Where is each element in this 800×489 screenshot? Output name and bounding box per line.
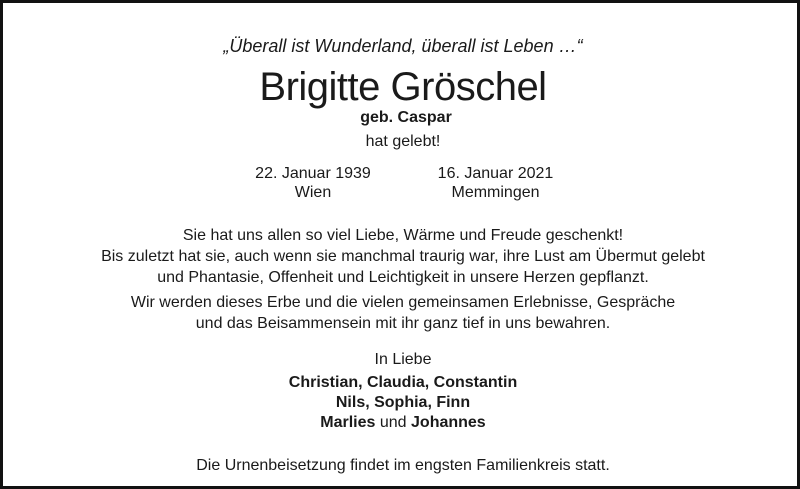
death-place: Memmingen (451, 184, 540, 201)
quote: „Überall ist Wunderland, überall ist Leben …“ (223, 36, 583, 56)
birth-info (243, 164, 383, 202)
family-line-2: Nils, Sophia, Finn (335, 394, 471, 411)
family-name-marlies: Marlies (320, 414, 376, 431)
family-and: und (375, 414, 412, 431)
in-love-label: In Liebe (374, 351, 432, 368)
text-line: und Phantasie, Offenheit und Leichtigkeit in unsere Herzen gepflanzt. (157, 269, 649, 286)
deceased-name: Brigitte Gröschel (259, 65, 547, 109)
maiden-name: geb. Caspar (360, 109, 452, 126)
text-line: Bis zuletzt hat sie, auch wenn sie manchmal traurig war, ihre Lust am Übermut gelebt (101, 248, 705, 265)
text-line: Wir werden dieses Erbe und die vielen gemeinsamen Erlebnisse, Gespräche (130, 294, 676, 311)
life-dates (3, 164, 800, 204)
birth-place: Wien (294, 184, 332, 201)
family-line-3 (3, 413, 800, 433)
death-info (423, 164, 568, 202)
birth-date: 22. Januar 1939 (255, 165, 371, 182)
death-date: 16. Januar 2021 (437, 165, 554, 182)
text-line: Sie hat uns allen so viel Liebe, Wärme und Freude geschenkt! (182, 227, 624, 244)
lived-text: hat gelebt! (365, 133, 441, 150)
family-name-johannes: Johannes (411, 414, 486, 431)
text-line: und das Beisammensein mit ihr ganz tief in uns bewahren. (195, 315, 611, 332)
burial-note: Die Urnenbeisetzung findet im engsten Familienkreis statt. (196, 457, 610, 474)
family-line-1: Christian, Claudia, Constantin (288, 374, 518, 391)
